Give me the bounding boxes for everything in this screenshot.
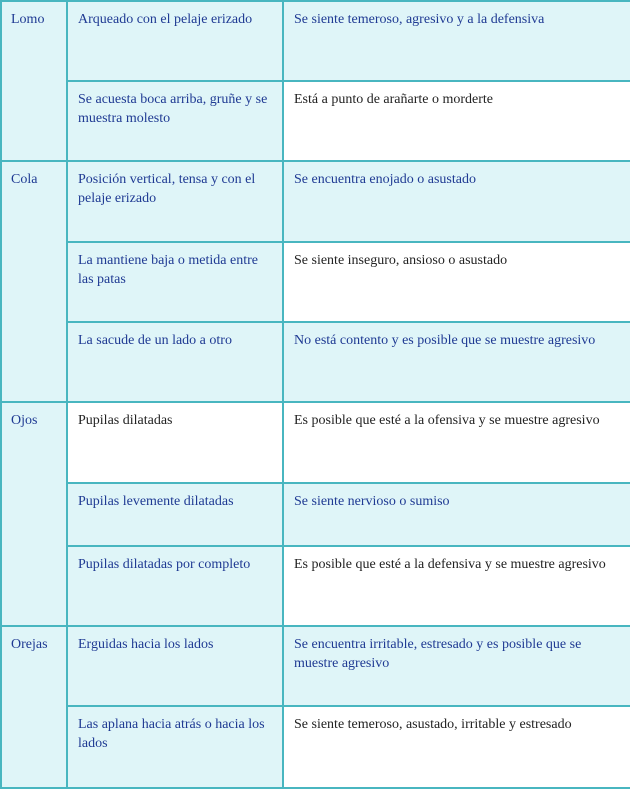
- table-row: [1, 161, 630, 242]
- table-row: [1, 322, 630, 402]
- signal-cell: La sacude de un lado a otro: [67, 322, 283, 402]
- category-ojos: Ojos: [1, 402, 67, 626]
- table-row: [1, 706, 630, 788]
- meaning-cell: Se siente inseguro, ansioso o asustado: [283, 242, 630, 322]
- meaning-cell: Es posible que esté a la ofensiva y se muestre agresivo: [283, 402, 630, 483]
- signal-cell: Se acuesta boca arriba, gruñe y se muestra molesto: [67, 81, 283, 161]
- meaning-cell: No está contento y es posible que se muestre agresivo: [283, 322, 630, 402]
- signal-cell: Erguidas hacia los lados: [67, 626, 283, 706]
- category-orejas: Orejas: [1, 626, 67, 788]
- meaning-cell: Se encuentra irritable, estresado y es posible que se muestre agresivo: [283, 626, 630, 706]
- table-row: [1, 1, 630, 81]
- signal-cell: Pupilas dilatadas: [67, 402, 283, 483]
- signal-cell: Pupilas dilatadas por completo: [67, 546, 283, 626]
- table-row: [1, 626, 630, 706]
- signal-cell: La mantiene baja o metida entre las patas: [67, 242, 283, 322]
- table-row: [1, 402, 630, 483]
- meaning-cell: Se siente temeroso, agresivo y a la defensiva: [283, 1, 630, 81]
- table-row: [1, 483, 630, 546]
- meaning-cell: Se encuentra enojado o asustado: [283, 161, 630, 242]
- signal-cell: Arqueado con el pelaje erizado: [67, 1, 283, 81]
- table-row: [1, 242, 630, 322]
- meaning-cell: Se siente nervioso o sumiso: [283, 483, 630, 546]
- signal-cell: Pupilas levemente dilatadas: [67, 483, 283, 546]
- meaning-cell: Está a punto de arañarte o morderte: [283, 81, 630, 161]
- signal-cell: Posición vertical, tensa y con el pelaje erizado: [67, 161, 283, 242]
- signal-cell: Las aplana hacia atrás o hacia los lados: [67, 706, 283, 788]
- table-row: [1, 546, 630, 626]
- table-row: [1, 81, 630, 161]
- category-lomo: Lomo: [1, 1, 67, 161]
- category-cola: Cola: [1, 161, 67, 402]
- meaning-cell: Se siente temeroso, asustado, irritable y estresado: [283, 706, 630, 788]
- meaning-cell: Es posible que esté a la defensiva y se muestre agresivo: [283, 546, 630, 626]
